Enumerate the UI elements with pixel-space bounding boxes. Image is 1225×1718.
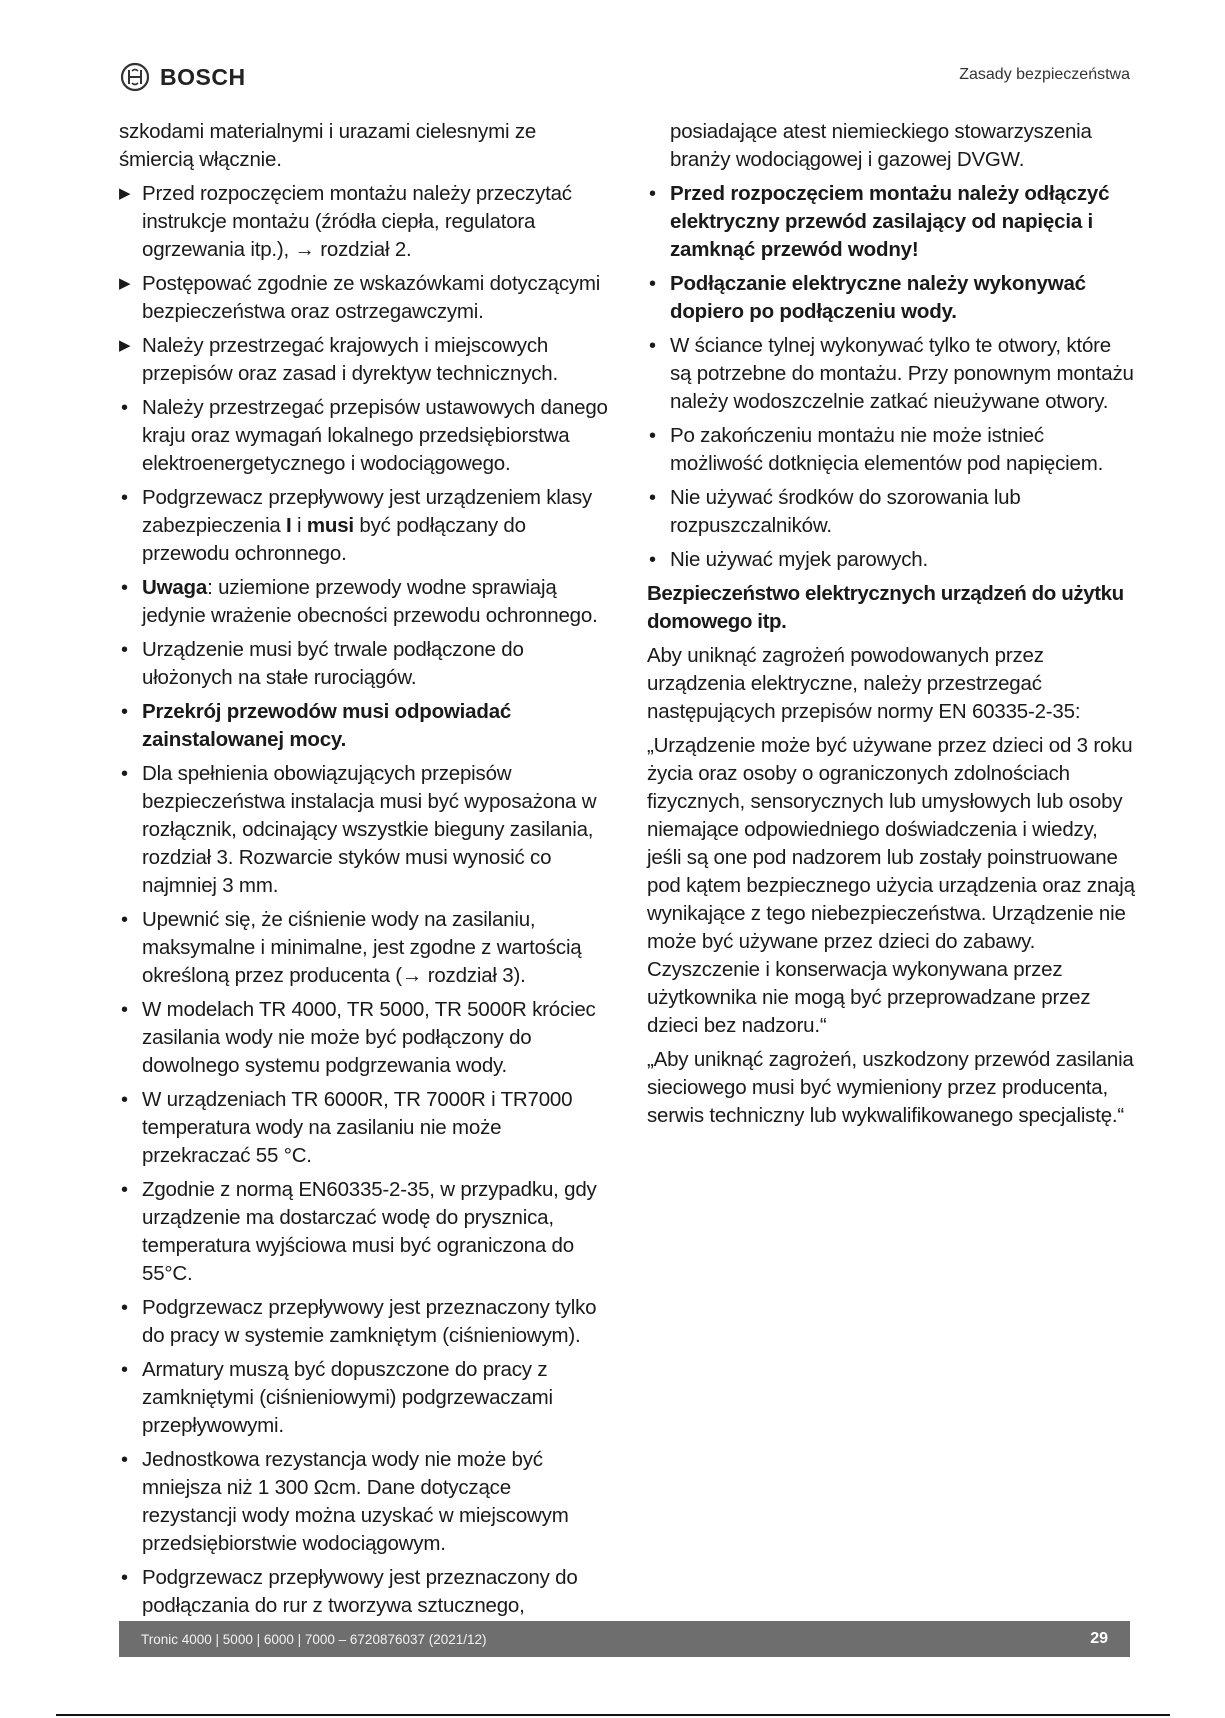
bullet-item: • Nie używać myjek parowych. xyxy=(647,546,1137,574)
instruction-item: ▶ Należy przestrzegać krajowych i miejscowych przepisów oraz zasad i dyrektyw technicznych. xyxy=(119,334,558,385)
bullet-icon: • xyxy=(121,1179,128,1201)
right-column xyxy=(647,118,1137,1136)
page-footer xyxy=(119,1621,1130,1657)
bullet-item: • Zgodnie z normą EN60335-2-35, w przypadku, gdy urządzenie ma dostarczać wodę do prysznica, temperatura wyjściowa musi być ograniczona do 55°C. xyxy=(121,1178,597,1285)
section-title: Zasady bezpieczeństwa xyxy=(959,66,1130,83)
bullet-item: • Dla spełnienia obowiązujących przepisów bezpieczeństwa instalacja musi być wyposażona w rozłącznik, odcinający wszystkie bieguny zasilania, rozdział 3. Rozwarcie styków musi wynosić co najmniej 3 mm. xyxy=(121,762,597,897)
instruction-item: ▶ Postępować zgodnie ze wskazówkami dotyczącymi bezpieczeństwa oraz ostrzegawczymi. xyxy=(119,272,601,323)
bullet-item: • Upewnić się, że ciśnienie wody na zasilaniu, maksymalne i minimalne, jest zgodne z wartością określoną przez producenta (→ rozdział 3). xyxy=(121,908,582,987)
bottom-divider xyxy=(56,1714,1170,1716)
norm-intro-paragraph: Aby uniknąć zagrożeń powodowanych przez urządzenia elektryczne, należy przestrzegać następujących przepisów normy EN 60335-2-35: xyxy=(647,644,1081,723)
bullet-item: • Nie używać środków do szorowania lub rozpuszczalników. xyxy=(649,486,1021,537)
left-column xyxy=(119,118,609,1626)
bullet-icon: • xyxy=(121,397,128,419)
bullet-icon: • xyxy=(121,1359,128,1381)
bullet-icon: • xyxy=(649,183,656,205)
warning-bullet-list xyxy=(647,180,1137,574)
brand-name: BOSCH xyxy=(160,63,246,90)
bullet-item: • Jednostkowa rezystancja wody nie może być mniejsza niż 1 300 Ωcm. Dane dotyczące rezystancji wody można uzyskać w miejscowym przedsiębiorstwie wodociągowym. xyxy=(121,1448,569,1555)
bullet-icon: • xyxy=(649,487,656,509)
bullet-item: • W urządzeniach TR 6000R, TR 7000R i TR7000 temperatura wody na zasilaniu nie może przekraczać 55 °C. xyxy=(121,1088,573,1167)
bullet-icon: • xyxy=(121,1449,128,1471)
bullet-item: • W ściance tylnej wykonywać tylko te otwory, które są potrzebne do montażu. Przy ponownym montażu należy wodoszczelnie zatkać nieużywane otwory. xyxy=(649,334,1134,413)
cable-quote-paragraph: „Aby uniknąć zagrożeń, uszkodzony przewód zasilania sieciowego musi być wymieniony przez producenta, serwis techniczny lub wykwalifikowanego specjalistę.“ xyxy=(647,1048,1134,1127)
bullet-item: • W modelach TR 4000, TR 5000, TR 5000R króciec zasilania wody nie może być podłączony do dowolnego systemu podgrzewania wody. xyxy=(121,998,596,1077)
bullet-item: • Podgrzewacz przepływowy jest przeznaczony do podłączania do rur z tworzywa sztucznego, xyxy=(121,1566,578,1617)
norm-quote-paragraph: „Urządzenie może być używane przez dzieci od 3 roku życia oraz osoby o ograniczonych zdolnościach fizycznych, sensorycznych lub umysłowych lub osoby niemające odpowiedniego doświadczenia i wiedzy, jeśli są one pod nadzorem lub zostały poinstruowane pod kątem bezpiecznego użycia urządzenia oraz znają wynikające z tego niebezpieczeństwa. Urządzenie nie może być używane przez dzieci do zabawy. Czyszczenie i konserwacja wykonywana przez użytkownika nie mogą być przeprowadzane przez dzieci bez nadzoru.“ xyxy=(647,734,1135,1037)
bullet-icon: • xyxy=(121,1089,128,1111)
intro-paragraph: szkodami materialnymi i urazami cielesnymi ze śmiercią włącznie. xyxy=(119,120,537,171)
arrow-right-icon: ▶ xyxy=(119,275,131,292)
bullet-icon: • xyxy=(121,1567,128,1589)
instruction-item: ▶ Przed rozpoczęciem montażu należy przeczytać instrukcje montażu (źródła ciepła, regulatora ogrzewania itp.), → rozdział 2. xyxy=(119,182,572,261)
bullet-icon: • xyxy=(121,701,128,723)
bullet-item: • Podłączanie elektryczne należy wykonywać dopiero po podłączeniu wody. xyxy=(649,272,1086,323)
page-header xyxy=(120,58,1130,98)
bullet-item: • Należy przestrzegać przepisów ustawowych danego kraju oraz wymagań lokalnego przedsiębiorstwa elektroenergetycznego i wodociągowego. xyxy=(121,396,608,475)
bullet-icon: • xyxy=(121,763,128,785)
bullet-icon: • xyxy=(121,999,128,1021)
bullet-icon: • xyxy=(649,549,656,571)
bullet-icon: • xyxy=(121,577,128,599)
safety-bullet-list xyxy=(119,394,609,1620)
bosch-logo xyxy=(120,62,246,92)
bullet-item: • Przed rozpoczęciem montażu należy odłączyć elektryczny przewód zasilający od napięcia i zamknąć przewód wodny! xyxy=(649,182,1110,261)
bullet-item: • Urządzenie musi być trwale podłączone do ułożonych na stałe rurociągów. xyxy=(121,638,524,689)
bullet-icon: • xyxy=(121,487,128,509)
bullet-icon: • xyxy=(649,273,656,295)
instruction-list xyxy=(119,180,609,388)
bullet-item: • Podgrzewacz przepływowy jest przeznaczony tylko do pracy w systemie zamkniętym (ciśnieniowym). xyxy=(121,1296,597,1347)
bullet-item: • Uwaga: uziemione przewody wodne sprawiają jedynie wrażenie obecności przewodu ochronnego. xyxy=(121,576,598,627)
bullet-item: • Podgrzewacz przepływowy jest urządzeniem klasy zabezpieczenia I i musi być podłączany do przewodu ochronnego. xyxy=(121,486,592,565)
bullet-icon: • xyxy=(649,425,656,447)
continuation-paragraph: posiadające atest niemieckiego stowarzyszenia branży wodociągowej i gazowej DVGW. xyxy=(670,120,1092,171)
bullet-item: • Przekrój przewodów musi odpowiadać zainstalowanej mocy. xyxy=(121,700,512,751)
bullet-icon: • xyxy=(121,1297,128,1319)
bullet-item: • Armatury muszą być dopuszczone do pracy z zamkniętymi (ciśnieniowymi) podgrzewaczami przepływowymi. xyxy=(121,1358,553,1437)
bullet-item: • Po zakończeniu montażu nie może istnieć możliwość dotknięcia elementów pod napięciem. xyxy=(649,424,1104,475)
bullet-icon: • xyxy=(649,335,656,357)
bullet-icon: • xyxy=(121,909,128,931)
arrow-right-icon: ▶ xyxy=(119,337,131,354)
document-reference: Tronic 4000 | 5000 | 6000 | 7000 – 6720876037 (2021/12) xyxy=(141,1631,487,1647)
section-heading: Bezpieczeństwo elektrycznych urządzeń do użytku domowego itp. xyxy=(647,582,1124,633)
bosch-armature-icon xyxy=(120,62,150,92)
page-number: 29 xyxy=(1090,1630,1108,1647)
arrow-right-icon: ▶ xyxy=(119,185,131,202)
bullet-icon: • xyxy=(121,639,128,661)
